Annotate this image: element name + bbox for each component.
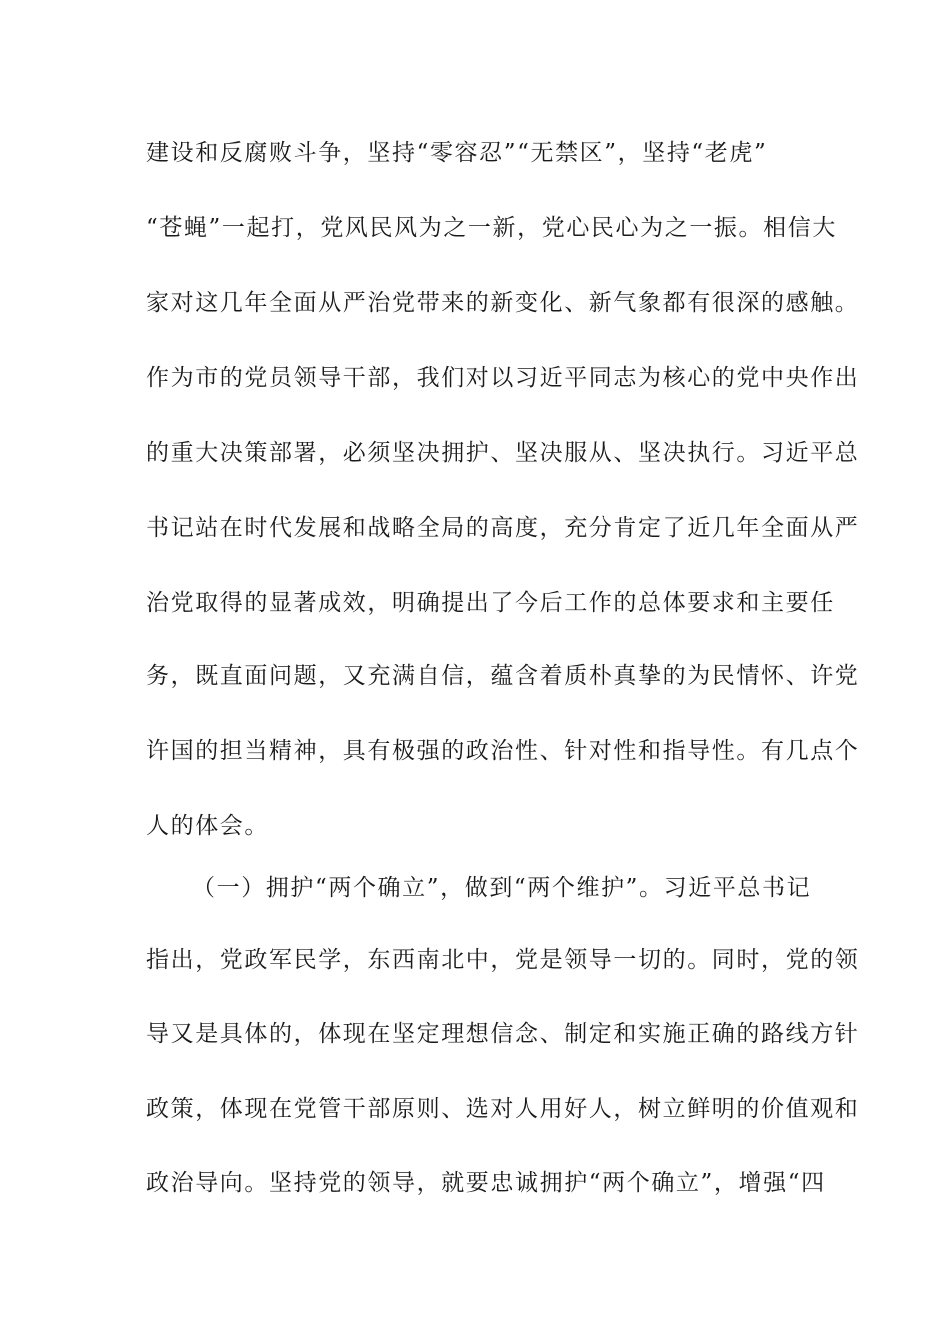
text-line: 许国的担当精神，具有极强的政治性、针对性和指导性。有几点个 xyxy=(146,738,860,764)
text-line: 家对这几年全面从严治党带来的新变化、新气象都有很深的感触。 xyxy=(146,290,860,316)
text-line: 治党取得的显著成效，明确提出了今后工作的总体要求和主要任 xyxy=(146,590,835,616)
text-line: 的重大决策部署，必须坚决拥护、坚决服从、坚决执行。习近平总 xyxy=(146,440,860,466)
text-line: 建设和反腐败斗争，坚持“零容忍”“无禁区”，坚持“老虎” xyxy=(146,140,768,166)
text-line: 政治导向。坚持党的领导，就要忠诚拥护“两个确立”，增强“四 xyxy=(146,1170,826,1196)
text-line: 人的体会。 xyxy=(146,813,269,839)
text-line: 政策，体现在党管干部原则、选对人用好人，树立鲜明的价值观和 xyxy=(146,1096,860,1122)
text-line: “苍蝇”一起打，党风民风为之一新，党心民心为之一振。相信大 xyxy=(146,215,837,241)
text-line: 作为市的党员领导干部，我们对以习近平同志为核心的党中央作出 xyxy=(146,365,860,391)
paragraph-heading: （一）拥护“两个确立”，做到“两个维护”。习近平总书记 xyxy=(192,875,812,901)
text-line: 书记站在时代发展和战略全局的高度，充分肯定了近几年全面从严 xyxy=(146,515,860,541)
text-line: 务，既直面问题，又充满自信，蕴含着质朴真挚的为民情怀、许党 xyxy=(146,663,860,689)
text-line: 导又是具体的，体现在坚定理想信念、制定和实施正确的路线方针 xyxy=(146,1021,860,1047)
text-line: 指出，党政军民学，东西南北中，党是领导一切的。同时，党的领 xyxy=(146,947,860,973)
